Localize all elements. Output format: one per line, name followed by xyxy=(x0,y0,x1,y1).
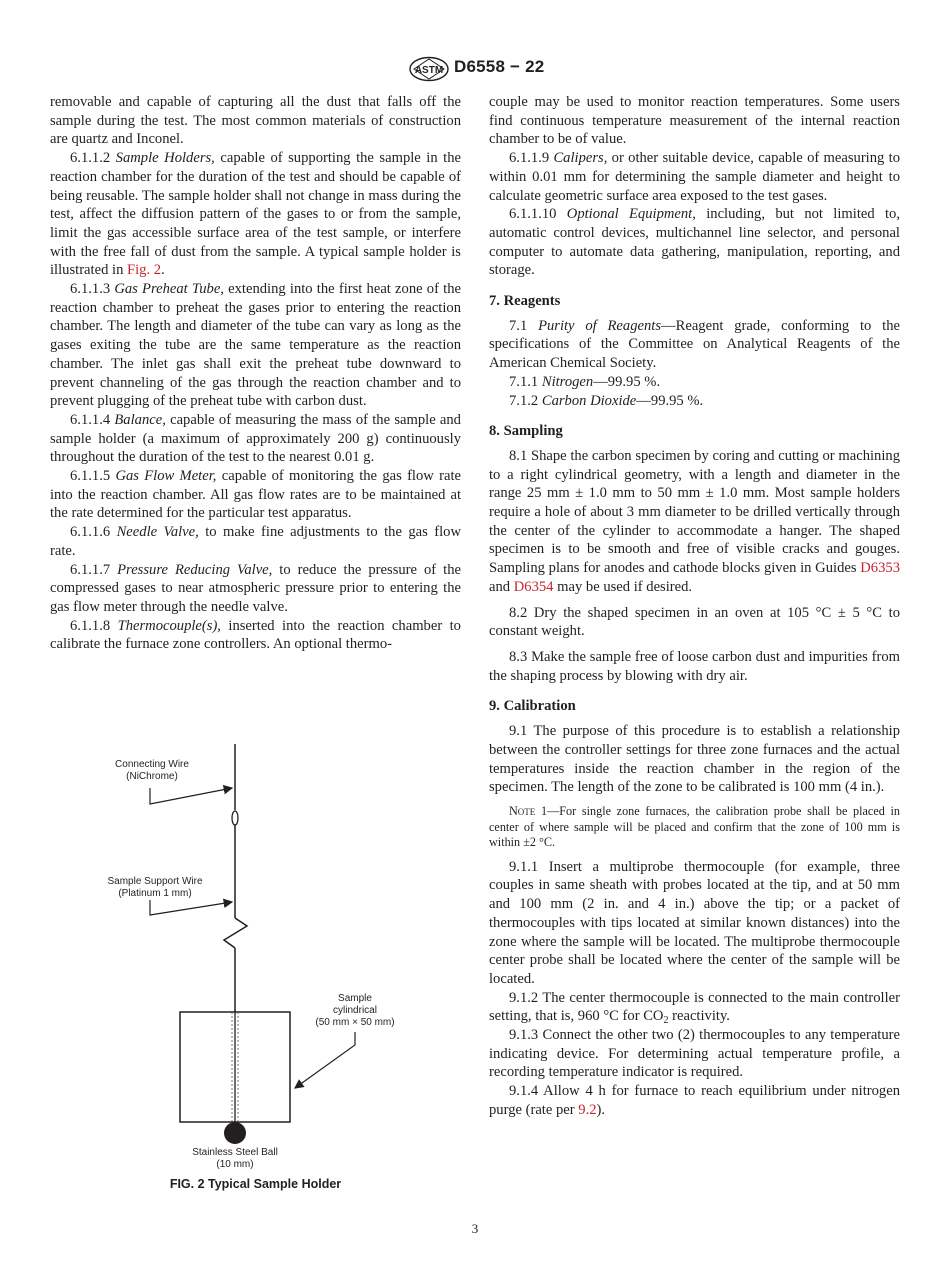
logo-text: ASTM xyxy=(414,65,444,76)
document-id: D6558 − 22 xyxy=(454,57,545,76)
left-column xyxy=(50,93,461,654)
section-8-1: 8.1 Shape the carbon specimen by coring and cutting or machining to a right cylindrical geometry, with a length and diameter in the range 25 mm ± 1.0 mm to 50 mm ± 1.0 mm. Most sample holders require a hole of about 3 mm diameter to be drilled vertically through the center of the cylinder to accommodate a hanger. The shaped specimen is to be smooth and free of visible cracks and gouges. Sampling plans for anodes and cathode blocks given in Guides D6353 and D6354 may be used if desired. xyxy=(489,447,900,595)
label-connecting-wire: Connecting Wire (NiChrome) xyxy=(115,759,189,782)
section-6-1-1-9: 6.1.1.9 Calipers, or other suitable device, capable of measuring to within 0.01 mm for determining the sample diameter and height to calculate geometric surface area exposed to the test gases. xyxy=(489,150,900,204)
paragraph-continuation-right: couple may be used to monitor reaction temperatures. Some users find continuous temperature measurement of the internal reaction chamber to be of value. xyxy=(489,94,900,148)
section-9-1-2: 9.1.2 The center thermocouple is connected to the main controller setting, that is, 960 °C for $CO_2$ reactivity. xyxy=(489,989,900,1027)
fig-2-link[interactable]: Fig. 2 xyxy=(127,262,162,279)
wire-loop xyxy=(232,811,238,825)
section-6-1-1-10: 6.1.1.10 Optional Equipment, including, but not limited to, automatic control devices, multichannel line selector, and personal computer to automate data gathering, manipulation, reporting, and storage. xyxy=(489,206,900,279)
paragraph-continuation: removable and capable of capturing all the dust that falls off the sample during the test. The most common materials of construction are quartz and Inconel. xyxy=(50,94,461,148)
heading-reagents: 7. Reagents xyxy=(489,293,561,310)
section-6-1-1-2: 6.1.1.2 Sample Holders, capable of supporting the sample in the reaction chamber for the duration of the test and should be capable of being reusable. The sample holder shall not change in mass during the test, affect the diffusion pattern of the gases to or from the sample, limit the gas accessible surface area of the test sample, or interfere with the free fall of dust from the sample. A typical sample holder is illustrated in Fig. 2. xyxy=(50,150,461,279)
section-6-1-1-5: 6.1.1.5 Gas Flow Meter, capable of monitoring the gas flow rate into the reaction chamber. All gas flow rates are to be maintained at the rate determined for the particular test apparatus. xyxy=(50,468,461,522)
section-9-1: 9.1 The purpose of this procedure is to establish a relationship between the controller settings for three zone furnaces and the actual temperatures inside the reaction chamber in the region of the specimen. The length of the zone to be calibrated is 100 mm (4 in.). xyxy=(489,723,900,796)
d6354-link[interactable]: D6354 xyxy=(513,578,554,595)
label-stainless-steel-ball: Stainless Steel Ball (10 mm) xyxy=(192,1147,278,1170)
break-symbol xyxy=(224,918,247,948)
section-6-1-1-4: 6.1.1.4 Balance, capable of measuring the mass of the sample and sample holder (a maximum of approximately 200 g) continuously throughout the duration of the test to the nearest 0.01 g. xyxy=(50,411,461,466)
section-9-1-4: 9.1.4 Allow 4 h for furnace to reach equilibrium under nitrogen purge (rate per 9.2). xyxy=(489,1083,900,1118)
section-9-1-3: 9.1.3 Connect the other two (2) thermocouples to any temperature indicating device. For determining actual temperature profile, a recording temperature indicator is required. xyxy=(489,1027,900,1081)
sample-holder-diagram xyxy=(90,740,430,1180)
section-7-1: 7.1 Purity of Reagents—Reagent grade, conforming to the specifications of the Committee on Analytical Reagents of the American Chemical Society. xyxy=(489,317,900,372)
label-sample-support-wire: Sample Support Wire (Platinum 1 mm) xyxy=(107,876,203,899)
section-6-1-1-7: 6.1.1.7 Pressure Reducing Valve, to reduce the pressure of the compressed gases to near atmospheric pressure prior to entering the gas flow meter through the needle valve. xyxy=(50,561,461,615)
figure-caption: FIG. 2 Typical Sample Holder xyxy=(169,1177,342,1191)
section-8-2: 8.2 Dry the shaped specimen in an oven at 105 °C ± 5 °C to constant weight. xyxy=(489,604,900,640)
section-7-1-2: 7.1.2 Carbon Dioxide—99.95 %. xyxy=(509,392,704,409)
astm-logo xyxy=(408,56,450,82)
d6353-link[interactable]: D6353 xyxy=(860,560,900,577)
heading-calibration: 9. Calibration xyxy=(489,698,576,715)
steel-ball xyxy=(224,1122,246,1144)
section-9-1-1: 9.1.1 Insert a multiprobe thermocouple (for example, three couples in same sheath with probes located at the tip, and at 50 mm and 100 mm (2 in. and 4 in.) above the tip; or a packet of thermocouples with tips located at similar known distances) into the zone where the sample will be located. The multiprobe thermocouple center probe shall be located where the center of the sample will be located. xyxy=(489,858,900,987)
section-8-3: 8.3 Make the sample free of loose carbon dust and impurities from the shaping process by blowing with dry air. xyxy=(489,648,900,684)
right-column xyxy=(489,93,900,1120)
section-6-1-1-6: 6.1.1.6 Needle Valve, to make fine adjustments to the gas flow rate. xyxy=(50,524,461,559)
section-9-2-link[interactable]: 9.2 xyxy=(578,1101,597,1118)
section-7-1-1: 7.1.1 Nitrogen—99.95 %. xyxy=(509,373,661,390)
heading-sampling: 8. Sampling xyxy=(489,423,563,440)
label-sample-cylindrical: Sample cylindrical (50 mm × 50 mm) xyxy=(315,993,395,1028)
section-6-1-1-8: 6.1.1.8 Thermocouple(s), inserted into the reaction chamber to calibrate the furnace zone controllers. An optional thermo- xyxy=(50,617,461,653)
note-1: Note 1—For single zone furnaces, the calibration probe shall be placed in center of where sample will be placed and confirm that the zone of 100 mm is within ±2 °C. xyxy=(489,803,900,850)
page-number: 3 xyxy=(471,1221,479,1236)
figure-sample-holder xyxy=(90,740,430,1180)
section-6-1-1-3: 6.1.1.3 Gas Preheat Tube, extending into the first heat zone of the reaction chamber to preheat the gases prior to entering the reaction chamber. The length and diameter of the tube can vary as long as the gases exiting the tube are the same temperature as the reaction chamber. The inlet gas shall exit the preheat tube downward to prevent channeling of the gas through the reaction chamber and to prevent plugging of the preheat tube with carbon dust. xyxy=(50,281,461,410)
page-header xyxy=(0,56,950,82)
